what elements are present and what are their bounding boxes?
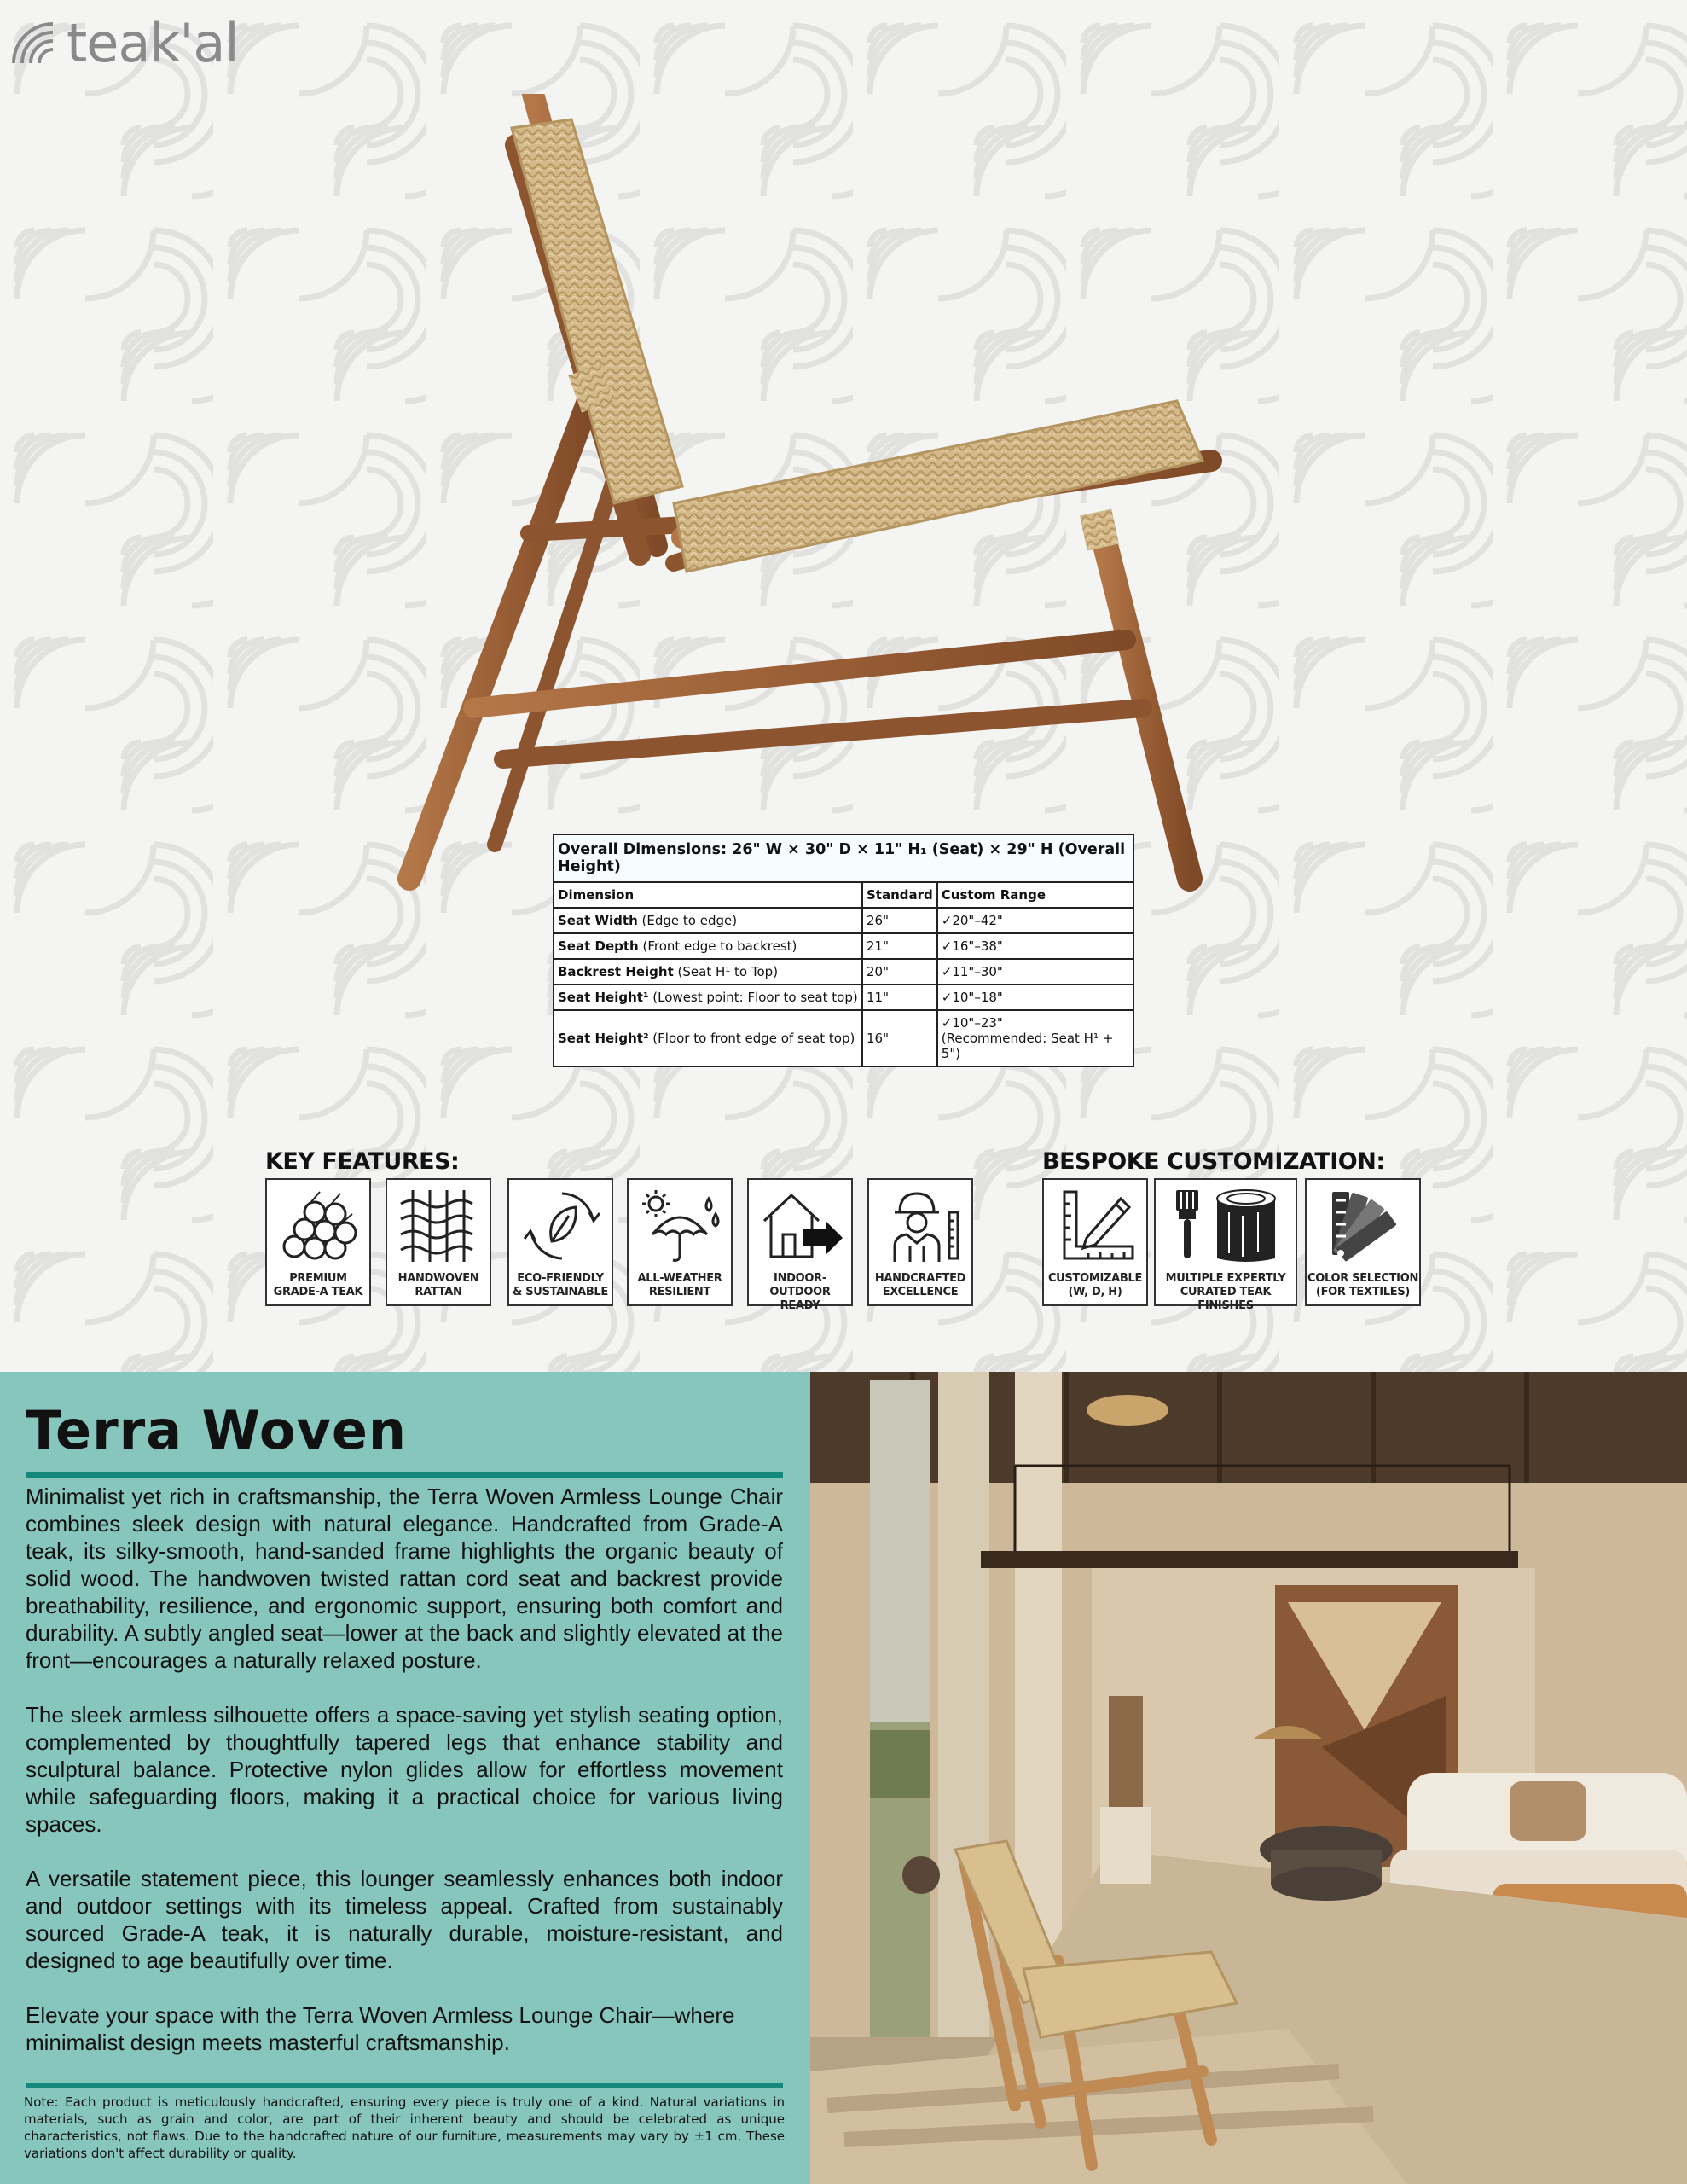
dimensions-table xyxy=(553,834,1134,1067)
custom-range: ✓20"–42" xyxy=(937,908,1133,933)
description-paragraph: The sleek armless silhouette offers a space-saving yet stylish seating option, complemented by thoughtfully tapered legs that enhance stability and sculptural balance. Protective nylon glides allow for effortless movement while safeguarding floors, making it a practical choice for various living spaces. xyxy=(26,1702,783,1837)
standard-value: 21" xyxy=(862,933,937,959)
feature-card xyxy=(747,1178,853,1312)
feature-card xyxy=(265,1178,371,1306)
customization-label: COLOR SELECTION (FOR TEXTILES) xyxy=(1307,1272,1419,1298)
brand-logo xyxy=(10,14,239,73)
feature-card xyxy=(627,1178,733,1306)
feature-label: HANDWOVEN RATTAN xyxy=(397,1272,479,1298)
description-paragraph: Elevate your space with the Terra Woven Armless Lounge Chair—where minimalist design meets masterful craftsmanship. xyxy=(26,2002,735,2055)
product-title: Terra Woven xyxy=(26,1399,408,1461)
customization-label: MULTIPLE EXPERTLY CURATED TEAK FINISHES xyxy=(1165,1272,1286,1312)
standard-value: 16" xyxy=(862,1010,937,1066)
title-divider xyxy=(26,1472,783,1478)
weave-icon xyxy=(396,1187,484,1265)
dimension-detail: (Seat H¹ to Top) xyxy=(673,964,779,979)
brush-wood-icon xyxy=(1164,1187,1290,1265)
weather-umbrella-icon xyxy=(637,1187,726,1265)
standard-value: 20" xyxy=(862,959,937,985)
table-row xyxy=(554,908,1133,933)
custom-range-note: (Recommended: Seat H¹ + 5") xyxy=(941,1031,1114,1061)
customization-label: CUSTOMIZABLE (W, D, H) xyxy=(1047,1272,1143,1298)
column-header: Standard xyxy=(862,882,937,908)
feature-label: ECO-FRIENDLY & SUSTAINABLE xyxy=(512,1272,608,1298)
custom-range: ✓10"–18" xyxy=(937,985,1133,1010)
indoor-outdoor-icon xyxy=(757,1187,846,1265)
column-header: Dimension xyxy=(554,882,862,908)
feature-card xyxy=(867,1178,973,1306)
dimension-name: Seat Height² xyxy=(558,1031,649,1046)
standard-value: 26" xyxy=(862,908,937,933)
custom-range: ✓11"–30" xyxy=(937,959,1133,985)
table-row xyxy=(554,985,1133,1010)
feature-label: ALL-WEATHER RESILIENT xyxy=(637,1272,722,1298)
dimension-name: Backrest Height xyxy=(558,964,674,979)
logo-wordmark: teak'al xyxy=(67,12,239,74)
table-row xyxy=(554,959,1133,985)
column-header: Custom Range xyxy=(937,882,1133,908)
dimension-detail: (Floor to front edge of seat top) xyxy=(648,1031,855,1046)
ruler-pencil-icon xyxy=(1052,1187,1141,1265)
eco-leaf-icon xyxy=(518,1187,606,1265)
customization-card xyxy=(1305,1178,1421,1306)
interior-lifestyle-photo xyxy=(810,1372,1687,2184)
dimension-detail: (Edge to edge) xyxy=(637,913,738,928)
logo-arc-icon xyxy=(10,20,61,67)
customization-card xyxy=(1154,1178,1297,1312)
table-header-row xyxy=(554,882,1133,908)
customization-title: BESPOKE CUSTOMIZATION: xyxy=(1042,1148,1385,1175)
customization-card xyxy=(1042,1178,1148,1306)
table-row xyxy=(554,1010,1133,1066)
feature-card xyxy=(386,1178,491,1306)
craftsman-icon xyxy=(878,1187,966,1265)
feature-card xyxy=(507,1178,613,1306)
feature-label: PREMIUM GRADE-A TEAK xyxy=(273,1272,363,1298)
feature-label: INDOOR- OUTDOOR READY xyxy=(769,1272,831,1312)
description-paragraph: Minimalist yet rich in craftsmanship, the Terra Woven Armless Lounge Chair combines sleek design with natural elegance. Handcrafted from Grade-A teak, its silky-smooth, hand-sanded frame highlights the organic beauty of solid wood. The handwoven twisted rattan cord seat and backrest provide breathability, resilience, and ergonomic support, ensuring both comfort and durability. A subtly angled seat—lower at the back and slightly elevated at the front—encourages a naturally relaxed posture. xyxy=(26,1484,783,1673)
dimension-detail: (Lowest point: Floor to seat top) xyxy=(648,990,858,1005)
note-divider xyxy=(26,2083,783,2088)
craft-note: Note: Each product is meticulously handcrafted, ensuring every piece is truly one of a kind. Natural variations in materials, such as grain and color, are part of their inherent beauty and should be celebrated as unique characteristics, not flaws. Due to the handcrafted nature of our furniture, measurements may vary by ±1 cm. These variations don't affect durability or quality. xyxy=(24,2094,785,2161)
product-description xyxy=(26,1483,783,2056)
dimension-name: Seat Width xyxy=(558,913,638,928)
dimensions-caption: Overall Dimensions: 26" W × 30" D × 11" H₁ (Seat) × 29" H (Overall Height) xyxy=(554,834,1133,882)
dimension-name: Seat Depth xyxy=(558,938,639,954)
feature-label: HANDCRAFTED EXCELLENCE xyxy=(874,1272,966,1298)
custom-range: ✓10"–23" xyxy=(941,1015,1003,1031)
dimension-name: Seat Height¹ xyxy=(558,990,649,1005)
table-row xyxy=(554,933,1133,959)
swatch-fan-icon xyxy=(1315,1187,1414,1265)
chair-product-image xyxy=(392,94,1288,904)
standard-value: 11" xyxy=(862,985,937,1010)
key-features-title: KEY FEATURES: xyxy=(265,1148,460,1175)
custom-range: ✓16"–38" xyxy=(937,933,1133,959)
logs-icon xyxy=(275,1187,364,1265)
description-paragraph: A versatile statement piece, this lounger seamlessly enhances both indoor and outdoor settings with its timeless appeal. Crafted from sustainably sourced Grade-A teak, it is naturally durable, moisture-resistant, and designed to age beautifully over time. xyxy=(26,1866,783,1973)
dimension-detail: (Front edge to backrest) xyxy=(638,938,797,954)
